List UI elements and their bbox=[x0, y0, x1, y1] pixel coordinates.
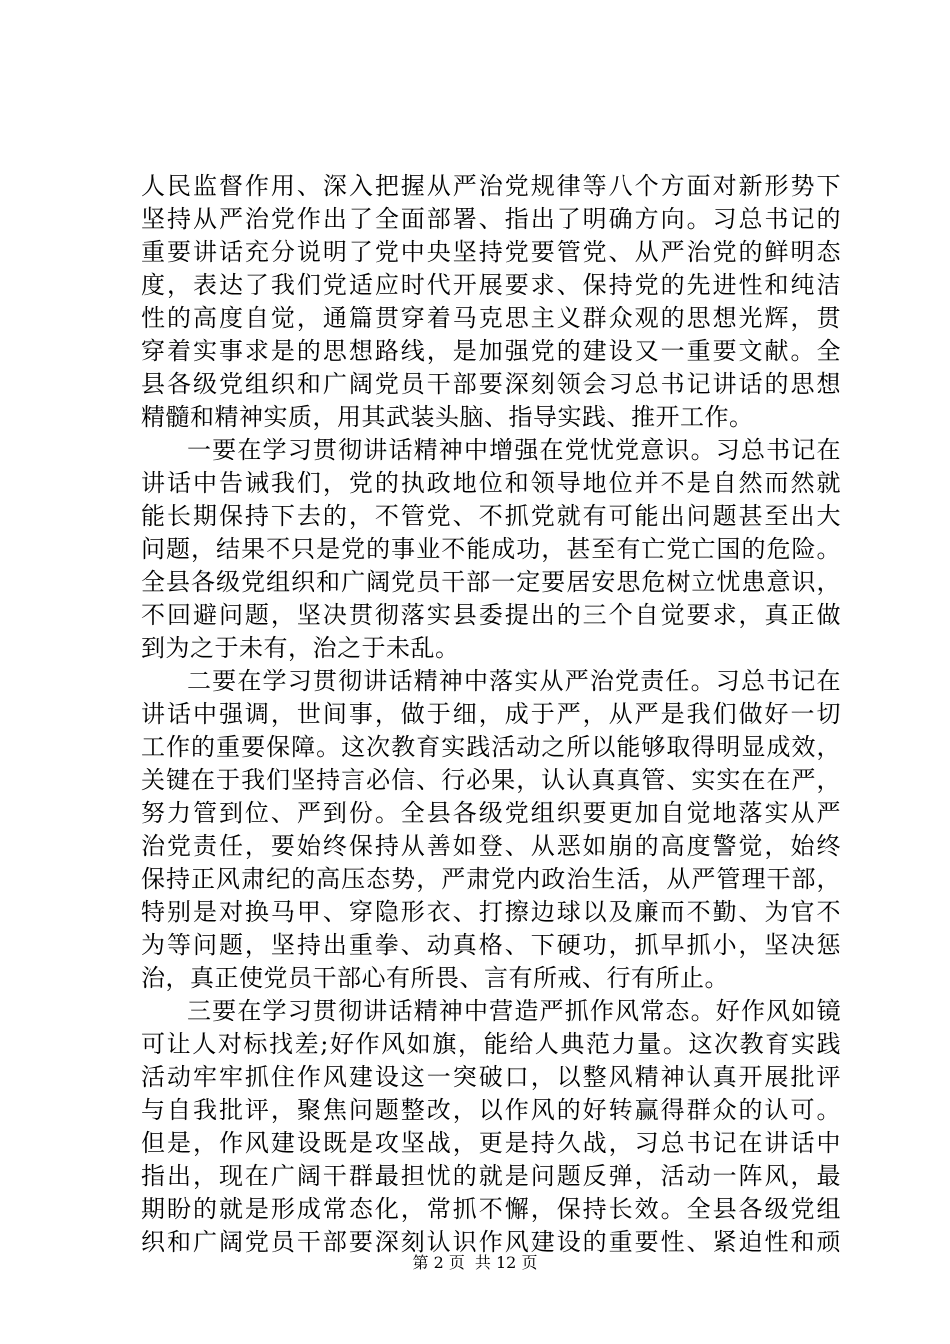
page-total: 共 12 页 bbox=[474, 1253, 538, 1272]
text-line: 能长期保持下去的，不管党、不抓党就有可能出问题甚至出大 bbox=[141, 502, 841, 530]
text-line: 到为之于未有，治之于未乱。 bbox=[141, 634, 460, 662]
text-line: 讲话中告诫我们，党的执政地位和领导地位并不是自然而然就 bbox=[141, 469, 841, 497]
text-line: 活动牢牢抓住作风建设这一突破口，以整风精神认真开展批评 bbox=[141, 1063, 841, 1091]
text-line: 治党责任，要始终保持从善如登、从恶如崩的高度警觉，始终 bbox=[141, 832, 841, 860]
text-line: 可让人对标找差;好作风如旗，能给人典范力量。这次教育实践 bbox=[141, 1030, 841, 1058]
text-line: 全县各级党组织和广阔党员干部一定要居安思危树立忧患意识， bbox=[141, 568, 841, 596]
paragraph-first-line: 三要在学习贯彻讲话精神中营造严抓作风常态。好作风如镜 bbox=[187, 997, 841, 1025]
text-line: 治，真正使党员干部心有所畏、言有所戒、行有所止。 bbox=[141, 964, 729, 992]
text-line: 精髓和精神实质，用其武装头脑、指导实践、推开工作。 bbox=[141, 403, 754, 431]
text-line: 穿着实事求是的思想路线，是加强党的建设又一重要文献。全 bbox=[141, 337, 841, 365]
document-body bbox=[141, 170, 841, 1259]
text-line: 期盼的就是形成常态化，常抓不懈，保持长效。全县各级党组 bbox=[141, 1195, 841, 1223]
page-number: 第 2 页 bbox=[412, 1253, 465, 1272]
text-line: 指出，现在广阔干群最担忧的就是问题反弹，活动一阵风，最 bbox=[141, 1162, 841, 1190]
text-line: 织和广阔党员干部要深刻认识作风建设的重要性、紧迫性和顽 bbox=[141, 1228, 841, 1256]
paragraph-first-line: 一要在学习贯彻讲话精神中增强在党忧党意识。习总书记在 bbox=[187, 436, 841, 464]
paragraph-first-line: 二要在学习贯彻讲话精神中落实从严治党责任。习总书记在 bbox=[187, 667, 841, 695]
text-line: 但是，作风建设既是攻坚战，更是持久战，习总书记在讲话中 bbox=[141, 1129, 841, 1157]
text-line: 问题，结果不只是党的事业不能成功，甚至有亡党亡国的危险。 bbox=[141, 535, 841, 563]
text-line: 关键在于我们坚持言必信、行必果，认认真真管、实实在在严， bbox=[141, 766, 841, 794]
text-line: 不回避问题，坚决贯彻落实县委提出的三个自觉要求，真正做 bbox=[141, 601, 841, 629]
text-line: 性的高度自觉，通篇贯穿着马克思主义群众观的思想光辉，贯 bbox=[141, 304, 841, 332]
text-line: 人民监督作用、深入把握从严治党规律等八个方面对新形势下 bbox=[141, 172, 841, 200]
text-line: 为等问题，坚持出重拳、动真格、下硬功，抓早抓小，坚决惩 bbox=[141, 931, 841, 959]
text-line: 保持正风肃纪的高压态势，严肃党内政治生活，从严管理干部， bbox=[141, 865, 841, 893]
text-line: 与自我批评，聚焦问题整改，以作风的好转赢得群众的认可。 bbox=[141, 1096, 841, 1124]
text-line: 特别是对换马甲、穿隐形衣、打擦边球以及廉而不勤、为官不 bbox=[141, 898, 841, 926]
text-line: 讲话中强调，世间事，做于细，成于严，从严是我们做好一切 bbox=[141, 700, 841, 728]
text-line: 努力管到位、严到份。全县各级党组织要更加自觉地落实从严 bbox=[141, 799, 841, 827]
text-line: 坚持从严治党作出了全面部署、指出了明确方向。习总书记的 bbox=[141, 205, 841, 233]
text-line: 重要讲话充分说明了党中央坚持党要管党、从严治党的鲜明态 bbox=[141, 238, 841, 266]
text-line: 度，表达了我们党适应时代开展要求、保持党的先进性和纯洁 bbox=[141, 271, 841, 299]
text-line: 县各级党组织和广阔党员干部要深刻领会习总书记讲话的思想 bbox=[141, 370, 841, 398]
text-line: 工作的重要保障。这次教育实践活动之所以能够取得明显成效， bbox=[141, 733, 841, 761]
page-footer bbox=[0, 1253, 950, 1273]
